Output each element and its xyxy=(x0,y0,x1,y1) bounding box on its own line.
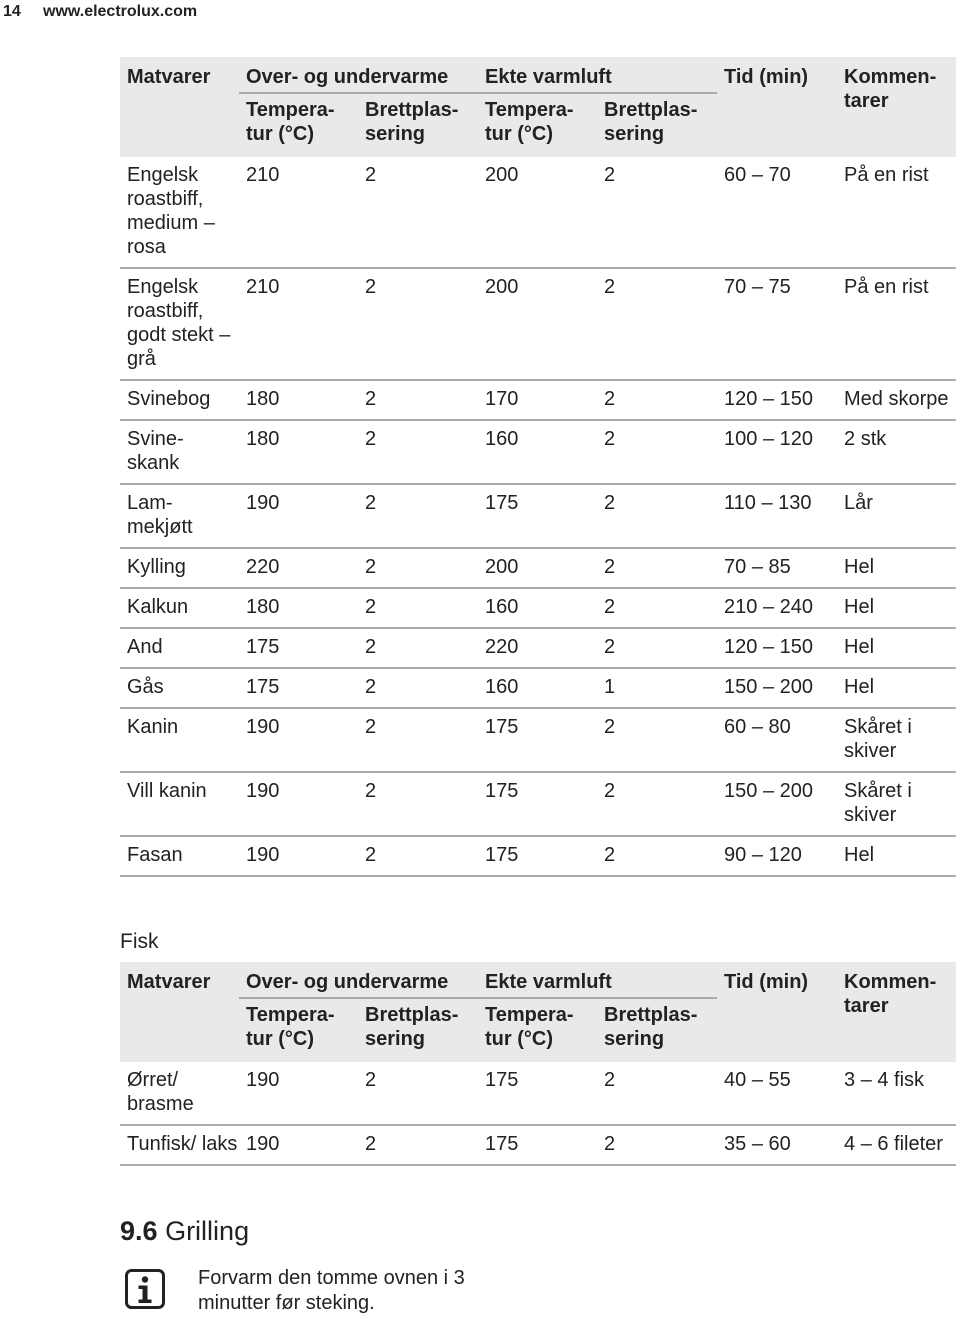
table-row xyxy=(120,268,956,380)
table-row xyxy=(120,380,956,420)
conv-shelf: 2 xyxy=(358,628,478,668)
comment: Hel xyxy=(837,548,956,588)
fan-temperature: 160 xyxy=(478,420,597,484)
header-time: Tid (min) xyxy=(717,57,837,157)
conv-shelf: 2 xyxy=(358,420,478,484)
food-name: Svinebog xyxy=(120,380,239,420)
comment: Hel xyxy=(837,668,956,708)
fan-temperature: 200 xyxy=(478,157,597,268)
table-row xyxy=(120,708,956,772)
conv-shelf: 2 xyxy=(358,548,478,588)
conv-shelf: 2 xyxy=(358,836,478,876)
comment: 2 stk xyxy=(837,420,956,484)
conv-shelf: 2 xyxy=(358,1125,478,1165)
comment: Skåret i skiver xyxy=(837,772,956,836)
header-food: Matvarer xyxy=(120,962,239,1062)
header-conventional-heating: Over- og undervarme xyxy=(239,962,478,998)
table-row xyxy=(120,484,956,548)
conv-shelf: 2 xyxy=(358,157,478,268)
conv-temperature: 175 xyxy=(239,668,358,708)
conv-temperature: 190 xyxy=(239,772,358,836)
fan-temperature: 175 xyxy=(478,484,597,548)
header-conventional-heating: Over- og undervarme xyxy=(239,57,478,93)
food-name: Kylling xyxy=(120,548,239,588)
header-time: Tid (min) xyxy=(717,962,837,1062)
table-row xyxy=(120,420,956,484)
food-name: Vill kanin xyxy=(120,772,239,836)
info-icon xyxy=(125,1269,165,1309)
comment: Hel xyxy=(837,628,956,668)
cooking-time: 60 – 80 xyxy=(717,708,837,772)
header-temperature: Tempera- tur (°C) xyxy=(478,93,597,157)
cooking-time: 210 – 240 xyxy=(717,588,837,628)
fan-temperature: 200 xyxy=(478,548,597,588)
table-row xyxy=(120,772,956,836)
fish-heading: Fisk xyxy=(120,930,159,953)
fan-shelf: 2 xyxy=(597,1062,717,1125)
header-comments: Kommen- tarer xyxy=(837,57,956,157)
fan-shelf: 2 xyxy=(597,708,717,772)
fan-shelf: 2 xyxy=(597,1125,717,1165)
comment: Hel xyxy=(837,588,956,628)
header-temperature: Tempera- tur (°C) xyxy=(239,93,358,157)
header-shelf-position: Brettplas- sering xyxy=(358,998,478,1062)
cooking-table-fish xyxy=(120,962,956,1166)
fan-temperature: 200 xyxy=(478,268,597,380)
section-number: 9.6 xyxy=(120,1216,158,1246)
header-temperature: Tempera- tur (°C) xyxy=(478,998,597,1062)
comment: Med skorpe xyxy=(837,380,956,420)
cooking-time: 150 – 200 xyxy=(717,668,837,708)
fan-temperature: 160 xyxy=(478,588,597,628)
table-body xyxy=(120,157,956,876)
comment: 4 – 6 fileter xyxy=(837,1125,956,1165)
comment: Lår xyxy=(837,484,956,548)
comment: På en rist xyxy=(837,268,956,380)
conv-shelf: 2 xyxy=(358,268,478,380)
info-note: Forvarm den tomme ovnen i 3 minutter før steking. xyxy=(198,1267,465,1314)
conv-temperature: 180 xyxy=(239,380,358,420)
fan-shelf: 2 xyxy=(597,836,717,876)
conv-shelf: 2 xyxy=(358,668,478,708)
fan-temperature: 175 xyxy=(478,1062,597,1125)
comment: Hel xyxy=(837,836,956,876)
conv-temperature: 175 xyxy=(239,628,358,668)
header-true-fan-cooking: Ekte varmluft xyxy=(478,57,717,93)
table-row xyxy=(120,1125,956,1165)
fan-shelf: 2 xyxy=(597,268,717,380)
table-row xyxy=(120,1062,956,1125)
conv-temperature: 210 xyxy=(239,268,358,380)
food-name: Lam- mekjøtt xyxy=(120,484,239,548)
table-row xyxy=(120,588,956,628)
fan-shelf: 1 xyxy=(597,668,717,708)
table-row xyxy=(120,836,956,876)
conv-shelf: 2 xyxy=(358,588,478,628)
conv-shelf: 2 xyxy=(358,708,478,772)
food-name: Svine- skank xyxy=(120,420,239,484)
header-shelf-position: Brettplas- sering xyxy=(358,93,478,157)
fan-shelf: 2 xyxy=(597,588,717,628)
food-name: Kalkun xyxy=(120,588,239,628)
fan-shelf: 2 xyxy=(597,628,717,668)
comment: 3 – 4 fisk xyxy=(837,1062,956,1125)
cooking-time: 120 – 150 xyxy=(717,380,837,420)
fan-temperature: 160 xyxy=(478,668,597,708)
food-name: And xyxy=(120,628,239,668)
food-name: Tunfisk/ laks xyxy=(120,1125,239,1165)
table-row xyxy=(120,628,956,668)
header-shelf-position: Brettplas- sering xyxy=(597,93,717,157)
fan-temperature: 220 xyxy=(478,628,597,668)
food-name: Kanin xyxy=(120,708,239,772)
fan-shelf: 2 xyxy=(597,772,717,836)
table-row xyxy=(120,157,956,268)
cooking-time: 60 – 70 xyxy=(717,157,837,268)
cooking-table-meat xyxy=(120,57,956,877)
cooking-time: 120 – 150 xyxy=(717,628,837,668)
website-url: www.electrolux.com xyxy=(43,3,198,20)
conv-shelf: 2 xyxy=(358,484,478,548)
fan-temperature: 175 xyxy=(478,708,597,772)
conv-temperature: 190 xyxy=(239,836,358,876)
header-true-fan-cooking: Ekte varmluft xyxy=(478,962,717,998)
table-body xyxy=(120,1062,956,1165)
conv-temperature: 190 xyxy=(239,1062,358,1125)
cooking-time: 35 – 60 xyxy=(717,1125,837,1165)
conv-temperature: 190 xyxy=(239,708,358,772)
cooking-time: 100 – 120 xyxy=(717,420,837,484)
cooking-time: 70 – 75 xyxy=(717,268,837,380)
fan-shelf: 2 xyxy=(597,484,717,548)
comment: Skåret i skiver xyxy=(837,708,956,772)
food-name: Gås xyxy=(120,668,239,708)
cooking-time: 70 – 85 xyxy=(717,548,837,588)
conv-temperature: 190 xyxy=(239,1125,358,1165)
conv-temperature: 180 xyxy=(239,588,358,628)
page-header xyxy=(0,0,238,24)
conv-temperature: 190 xyxy=(239,484,358,548)
food-name: Ørret/ brasme xyxy=(120,1062,239,1125)
comment: På en rist xyxy=(837,157,956,268)
header-shelf-position: Brettplas- sering xyxy=(597,998,717,1062)
conv-shelf: 2 xyxy=(358,1062,478,1125)
fan-shelf: 2 xyxy=(597,420,717,484)
fan-shelf: 2 xyxy=(597,157,717,268)
fan-temperature: 170 xyxy=(478,380,597,420)
conv-shelf: 2 xyxy=(358,380,478,420)
cooking-time: 110 – 130 xyxy=(717,484,837,548)
food-name: Engelsk roastbiff, medium – rosa xyxy=(120,157,239,268)
section-heading xyxy=(120,1216,249,1247)
food-name: Fasan xyxy=(120,836,239,876)
table-row xyxy=(120,668,956,708)
conv-temperature: 210 xyxy=(239,157,358,268)
header-comments: Kommen- tarer xyxy=(837,962,956,1062)
cooking-time: 90 – 120 xyxy=(717,836,837,876)
fan-temperature: 175 xyxy=(478,836,597,876)
section-title: Grilling xyxy=(165,1216,250,1246)
conv-temperature: 180 xyxy=(239,420,358,484)
fan-shelf: 2 xyxy=(597,548,717,588)
header-food: Matvarer xyxy=(120,57,239,157)
cooking-time: 40 – 55 xyxy=(717,1062,837,1125)
food-name: Engelsk roastbiff, godt stekt – grå xyxy=(120,268,239,380)
fan-temperature: 175 xyxy=(478,1125,597,1165)
cooking-time: 150 – 200 xyxy=(717,772,837,836)
fan-shelf: 2 xyxy=(597,380,717,420)
fan-temperature: 175 xyxy=(478,772,597,836)
header-temperature: Tempera- tur (°C) xyxy=(239,998,358,1062)
page-number: 14 xyxy=(3,3,21,20)
table-row xyxy=(120,548,956,588)
conv-temperature: 220 xyxy=(239,548,358,588)
conv-shelf: 2 xyxy=(358,772,478,836)
